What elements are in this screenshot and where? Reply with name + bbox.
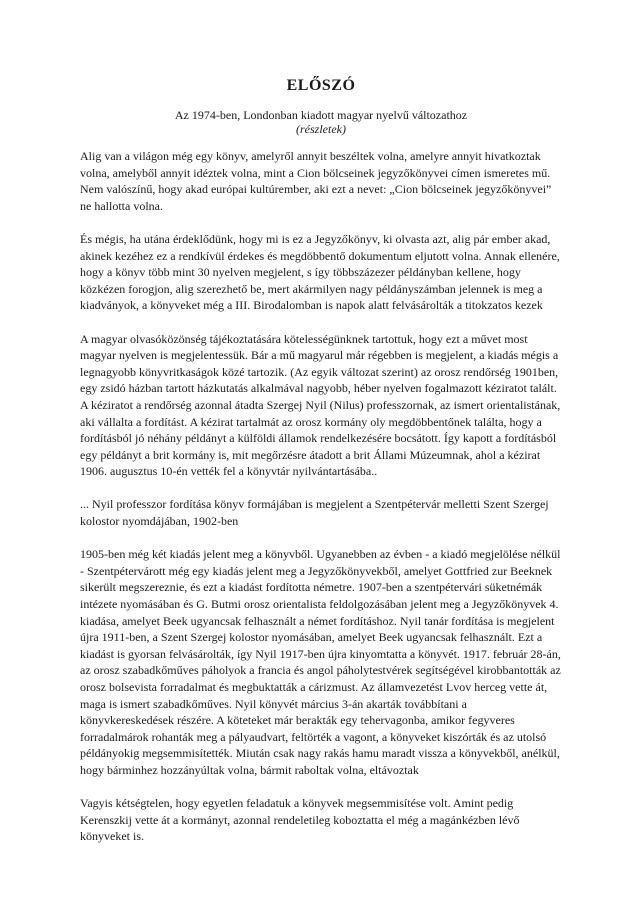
paragraph: Vagyis kétségtelen, hogy egyetlen feladatuk a könyvek megsemmisítése volt. Amint pedig Kerenszkij vette át a kormányt, azonnal rendeletileg koboztatta el még a magánkézben lévő könyveket is. [80, 796, 520, 844]
paragraph: 1905-ben még két kiadás jelent meg a könyvből. Ugyanebben az évben - a kiadó megjelölése nélkül - Szentpétervárott még egy kiadás jelent meg a Jegyzőkönyvekből, amelyet Gottfried zur Beeknek sikerült megszereznie, és ezt a kiadást fordította németre. 1907-ben a szentpétervári süketnémák intézete nyomásában és G. Butmi orosz orientalista feldolgozásában jelent meg a Jegyzőkönyvek 4. kiadása, amelyet Beek ugyancsak felhasznált a német fordításhoz. Nyil tanár fordítása is megjelent újra 1911-ben, a Szent Szergej kolostor nyomásában, amelyet Beek ugyancsak felhasznált. Ezt a kiadást is gyorsan felvásárolták, így Nyil 1917-ben újra kinyomtatta a könyvét. 1917. február 28-án, az orosz szabadkőműves páholyok a francia és angol páholytestvérek segítségével kirobbantották az orosz bolsevista forradalmat és megbuktatták a cárizmust. Az államvezetést Lvov herceg vette át, maga is ismert szabadkőműves. Nyil könyvét március 3-án akarták továbbítani a könyvkereskedések részére. A köteteket már berakták egy tehervagonba, amikor fegyveres forradalmárok rohanták meg a pályaudvart, feltörték a vagont, a könyveket kiszórták és az utolsó példányokig megsemmisítették. Miután csak nagy rakás hamu maradt vissza a könyvekből, anélkül, hogy bárminhez hozzányúltak volna, bármit raboltak volna, eltávoztak [80, 547, 561, 777]
paragraph: ... Nyil professzor fordítása könyv formájában is megjelent a Szentpétervár melletti Szent Szergej kolostor nyomdájában, 1902-ben [80, 497, 549, 529]
subtitle-note: (részletek) [296, 122, 346, 136]
document-page [80, 76, 562, 845]
paragraph: Alig van a világon még egy könyv, amelyről annyit beszéltek volna, amelyre annyit hivatkoztak volna, amelyből annyit idéztek volna, mint a Cion bölcseinek jegyzőkönyvei címen ismeretes mű. Nem valószínű, hogy akad európai kultúrember, aki ezt a nevet: „Cion bölcseinek jegyzőkönyvei” ne hallotta volna. [80, 149, 552, 213]
page-title: ELŐSZÓ [286, 77, 356, 94]
paragraph: És mégis, ha utána érdeklődünk, hogy mi is ez a Jegyzőkönyv, ki olvasta azt, alig pár ember akad, akinek kezéhez ez a rendkívül érdekes és megdöbbentő dokumentum eljutott volna. Annak ellenére, hogy a könyv több mint 30 nyelven megjelent, s így többszázezer példányban kellene, hogy közkézen forogjon, alig szerezhető be, mert akármilyen nagy példányszámban jelennek is meg a kiadványok, a könyveket még a III. Birodalomban is napok alatt felvásárolták a titokzatos kezek [80, 231, 560, 313]
subtitle: Az 1974-ben, Londonban kiadott magyar nyelvű változathoz [174, 108, 468, 122]
paragraph: A magyar olvasóközönség tájékoztatására kötelességünknek tartottuk, hogy ezt a művet most magyar nyelven is megjelentessük. Bár a mű magyarul már régebben is megjelent, a kiadás mégis a legnagyobb könyvritkaságok közé tartozik. (Az egyik változat szerint) az orosz rendőrség 1901ben, egy zsidó házban tartott házkutatás alkalmával nagyobb, héber nyelven fogalmazott kéziratot talált. A kéziratot a rendőrség azonnal átadta Szergej Nyil (Nilus) professzornak, az ismert orientalistának, aki vállalta a fordítást. A kézirat tartalmát az orosz kormány oly megdöbbentőnek találta, hogy a fordításból jó néhány példányt a külföldi államok rendelkezésére bocsátott. Így kapott a fordításból egy példányt a brit kormány is, mit megőrzésre átadott a brit Állami Múzeumnak, ahol a kézirat 1906. augusztus 10-én vették fel a könyvtár nyilvántartásába.. [80, 331, 561, 479]
